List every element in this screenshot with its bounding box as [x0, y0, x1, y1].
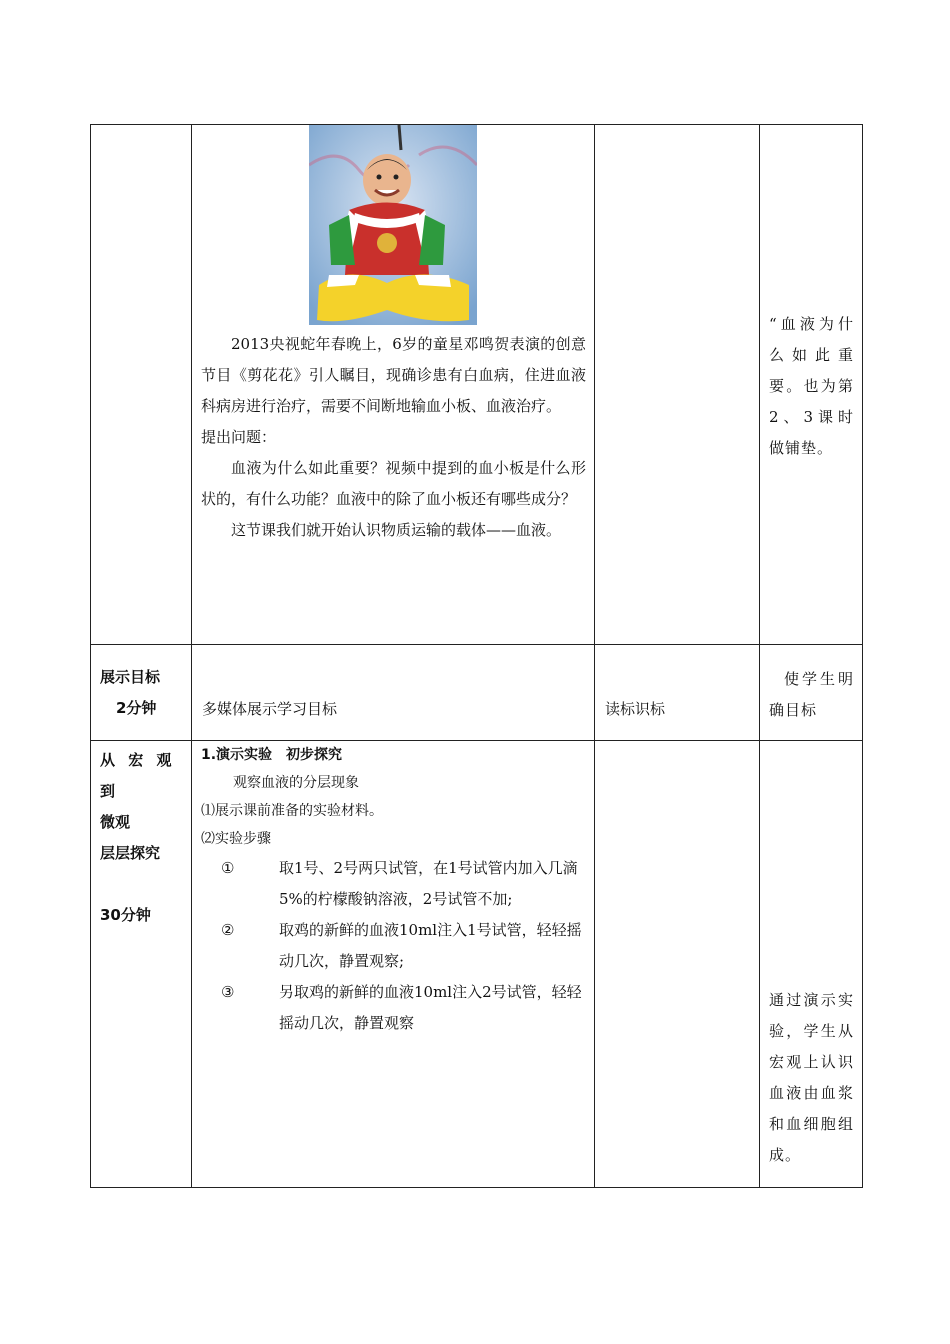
transition-paragraph: 这节课我们就开始认识物质运输的载体——血液。	[231, 521, 562, 539]
stage-cell	[91, 741, 192, 1188]
step-text: 取1号、2号两只试管，在1号试管内加入几滴5%的柠檬酸钠溶液，2号试管不加;	[279, 859, 578, 908]
teacher-activity-cell	[192, 741, 595, 1188]
lesson-plan-table	[90, 124, 863, 1188]
story-paragraph: 2013央视蛇年春晚上，6岁的童星邓鸣贺表演的创意节目《剪花花》引人瞩目，现确诊患有白血病，住进血液科病房进行治疗，需要不间断地输血小板、血液治疗。	[201, 335, 586, 415]
student-activity-cell	[595, 125, 760, 645]
table-row	[91, 125, 863, 645]
stage-cell	[91, 645, 192, 741]
question-paragraph: 血液为什么如此重要？视频中提到的血小板是什么形状的，有什么功能？血液中的除了血小板还有哪些成分？	[201, 459, 586, 508]
purpose-text: “血液为什么如此重要。也为第2、3课时做铺垫。	[769, 315, 854, 457]
list-item	[201, 915, 586, 977]
stage-time: 30分钟	[100, 906, 151, 924]
stage-title-line-1: 从 宏 观 到	[100, 751, 176, 800]
table-row	[91, 741, 863, 1188]
purpose-cell	[760, 741, 863, 1188]
student-activity-cell	[595, 741, 760, 1188]
child-performer-photo	[309, 125, 477, 325]
teacher-activity-cell	[192, 645, 595, 741]
stage-title-line-3: 层层探究	[100, 844, 161, 862]
purpose-cell	[760, 125, 863, 645]
student-activity-text: 读标识标	[605, 700, 666, 718]
table-row	[91, 645, 863, 741]
step-text: 另取鸡的新鲜的血液10ml注入2号试管，轻轻摇动几次，静置观察	[279, 983, 582, 1032]
stage-cell	[91, 125, 192, 645]
stage-title-line-2: 微观	[100, 813, 131, 831]
list-item	[201, 853, 586, 915]
purpose-text: 通过演示实验，学生从宏观上认识血液由血浆和血细胞组成。	[769, 991, 854, 1164]
step-number: ②	[221, 921, 235, 939]
step-number: ③	[221, 983, 235, 1001]
step-text: 取鸡的新鲜的血液10ml注入1号试管，轻轻摇动几次，静置观察;	[279, 921, 582, 970]
student-activity-cell	[595, 645, 760, 741]
step-number: ①	[221, 859, 235, 877]
teacher-activity-cell	[192, 125, 595, 645]
question-label: 提出问题：	[201, 428, 277, 446]
teacher-activity-text: 多媒体展示学习目标	[202, 700, 338, 718]
experiment-item-1: ⑴展示课前准备的实验材料。	[201, 803, 383, 819]
purpose-text: 使学生明确目标	[769, 669, 854, 719]
stage-time: 2分钟	[116, 698, 157, 717]
stage-title: 展示目标	[100, 667, 161, 686]
experiment-item-2: ⑵实验步骤	[201, 831, 271, 847]
experiment-heading: 1.演示实验 初步探究	[201, 747, 343, 763]
experiment-subheading: 观察血液的分层现象	[233, 775, 359, 791]
purpose-cell	[760, 645, 863, 741]
list-item	[201, 977, 586, 1039]
